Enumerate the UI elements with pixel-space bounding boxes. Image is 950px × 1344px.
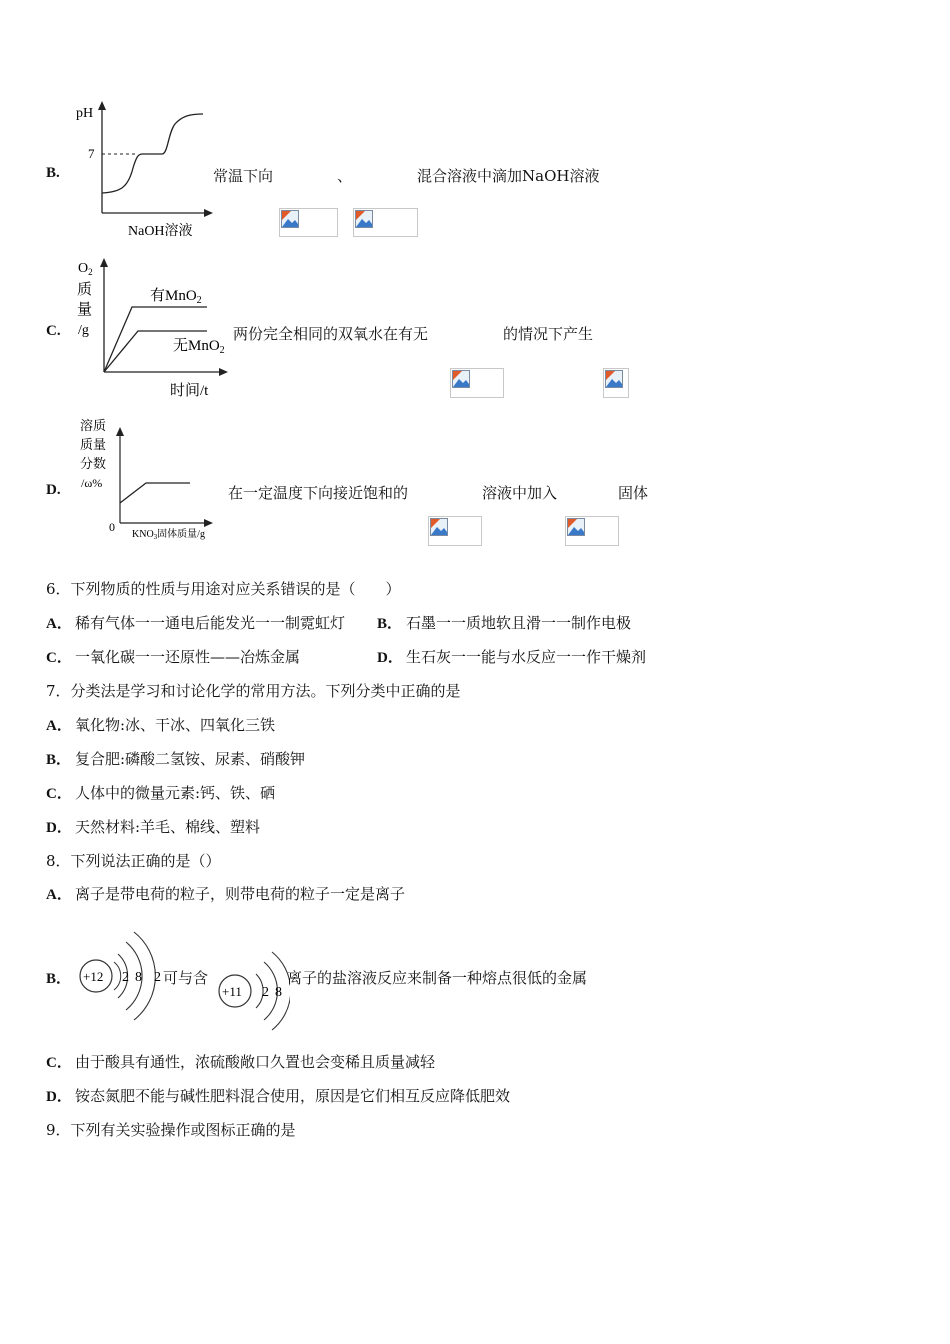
q6-stem: 6．下列物质的性质与用途对应关系错误的是（ ） xyxy=(46,580,401,598)
ph-y-label: pH xyxy=(76,106,94,121)
q7-b-label: B． xyxy=(46,752,72,768)
o2-y-label-2: 质 xyxy=(77,282,93,298)
option-d-label: D. xyxy=(46,482,61,498)
q7-stem: 7．分类法是学习和讨论化学的常用方法。下列分类中正确的是 xyxy=(46,682,461,700)
o2-chart xyxy=(72,254,237,402)
o2-x-arrow xyxy=(219,368,228,376)
option-c-label: C. xyxy=(46,323,61,339)
svg-text:8: 8 xyxy=(275,985,282,1000)
q6-c-label: C． xyxy=(46,650,72,666)
svg-text:质量: 质量 xyxy=(80,437,107,452)
solute-chart xyxy=(72,413,232,545)
option-b-label: B. xyxy=(46,165,60,181)
q8-b-mid: 可与含 xyxy=(163,969,209,987)
option-b-sep: 、 xyxy=(337,167,353,185)
broken-image-icon xyxy=(428,516,482,546)
q6-d-label: D． xyxy=(377,650,403,666)
option-d-text2: 溶液中加入 xyxy=(482,484,558,502)
solute-curve xyxy=(120,483,190,503)
broken-image-icon xyxy=(450,368,504,398)
svg-text:溶质: 溶质 xyxy=(80,418,107,433)
q6-a: 稀有气体一一通电后能发光一一制霓虹灯 xyxy=(75,614,346,632)
q7-c: 人体中的微量元素:钙、铁、硒 xyxy=(75,784,276,802)
ph-chart xyxy=(70,98,220,240)
svg-text:+12: +12 xyxy=(83,969,104,984)
ph-x-label: NaOH溶液 xyxy=(128,224,193,239)
q7-a-label: A． xyxy=(46,718,72,734)
na-ion-diagram xyxy=(214,944,290,1036)
q8-a-label: A． xyxy=(46,887,72,903)
option-d-text3: 固体 xyxy=(618,484,649,502)
q7-c-label: C． xyxy=(46,786,72,802)
q9-stem: 9．下列有关实验操作或图标正确的是 xyxy=(46,1121,296,1139)
svg-text:O2: $O_2$ xyxy=(78,261,93,277)
svg-text:分数: 分数 xyxy=(80,456,107,471)
solute-x-label: $KNO_3$固体质量/g xyxy=(132,529,205,541)
q6-b-label: B． xyxy=(377,616,403,632)
o2-x-label: 时间/t xyxy=(170,383,209,399)
option-b-text2: 混合溶液中滴加NaOH溶液 xyxy=(417,167,600,185)
option-c-text1: 两份完全相同的双氧水在有无 xyxy=(233,325,429,343)
q8-d-label: D． xyxy=(46,1089,72,1105)
option-c-text2: 的情况下产生 xyxy=(503,325,594,343)
o2-y-label-3: 量 xyxy=(77,302,93,318)
q6-c: 一氧化碳一一还原性——冶炼金属 xyxy=(75,648,301,666)
q8-b-end: 离子的盐溶液反应来制备一种熔点很低的金属 xyxy=(287,969,588,987)
o2-y-arrow xyxy=(100,258,108,267)
q6-b: 石墨一一质地软且滑一一制作电极 xyxy=(406,614,632,632)
svg-text:2: 2 xyxy=(262,985,269,1000)
q7-d-label: D． xyxy=(46,820,72,836)
series-without-mno2-label: 无MnO$_2$ xyxy=(173,338,225,356)
solute-x-arrow xyxy=(204,519,213,527)
q8-b-label: B． xyxy=(46,971,72,987)
ph-7-tick: 7 xyxy=(88,146,95,161)
ph-y-arrow xyxy=(98,101,106,110)
broken-image-icon xyxy=(603,368,629,398)
mg-atom-diagram xyxy=(74,916,166,1028)
o2-y-unit: /g xyxy=(78,323,89,338)
broken-image-icon xyxy=(565,516,619,546)
broken-image-icon xyxy=(353,208,418,237)
broken-image-icon xyxy=(279,208,338,237)
option-d-text1: 在一定温度下向接近饱和的 xyxy=(228,484,409,502)
q8-stem: 8．下列说法正确的是（） xyxy=(46,852,221,870)
ph-curve xyxy=(102,114,203,193)
solute-origin: 0 xyxy=(109,520,115,534)
q8-c: 由于酸具有通性，浓硫酸敞口久置也会变稀且质量减轻 xyxy=(75,1053,436,1071)
q6-a-label: A． xyxy=(46,616,72,632)
ph-x-arrow xyxy=(204,209,213,217)
q8-a: 离子是带电荷的粒子，则带电荷的粒子一定是离子 xyxy=(75,885,406,903)
svg-text:2: 2 xyxy=(154,970,161,985)
q7-d: 天然材料:羊毛、棉线、塑料 xyxy=(75,818,261,836)
q6-d: 生石灰一一能与水反应一一作干燥剂 xyxy=(406,648,647,666)
svg-text:8: 8 xyxy=(135,970,142,985)
option-b-text1: 常温下向 xyxy=(213,167,274,185)
svg-text:+11: +11 xyxy=(222,984,242,999)
q7-a: 氧化物:冰、干冰、四氧化三铁 xyxy=(75,716,276,734)
svg-text:/ω%: /ω% xyxy=(81,476,103,490)
solute-y-arrow xyxy=(116,427,124,436)
svg-text:2: 2 xyxy=(122,970,129,985)
q8-d: 铵态氮肥不能与碱性肥料混合使用，原因是它们相互反应降低肥效 xyxy=(75,1087,511,1105)
q7-b: 复合肥:磷酸二氢铵、尿素、硝酸钾 xyxy=(75,750,306,768)
q8-c-label: C． xyxy=(46,1055,72,1071)
series-with-mno2-label: 有MnO$_2$ xyxy=(150,288,202,306)
